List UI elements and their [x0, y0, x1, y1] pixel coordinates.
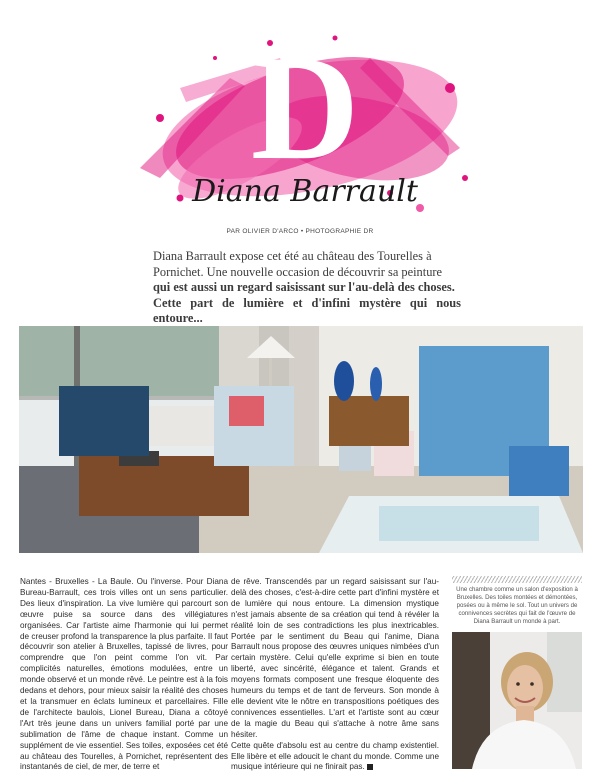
end-of-article-mark: [367, 764, 373, 770]
article-paragraph: Nantes - Bruxelles - La Baule. Ou l'inverse. Pour Diana Bureau-Barrault, ces trois villes ont un sens particulier. Des lieux d'inspiration. La vive lumière qui parcourt son œuvre puise sa source dans des villégiatures organisées. Car l'artiste aime l'harmonie qui lui permet de creuser profond la transparence la plus parfaite. Il faut découvrir son atelier à Bruxelles, tapissé de livres, pour comprendre que l'on peint comme l'on vit. Par complicités naturelles, émotions modulées, entre un monde observé et un monde rêvé. Le peintre est à la fois dedans et dehors, pour mieux saisir la réalité des choses et la transmuer en éclats lumineux et parcellaires. Fille de l'architecte baulois, Lionel Bureau, Diana a côtoyé l'Art très jeune dans un univers familial porté par une sublimation de l'âme de chaque instant. Comme un supplément de vie essentiel. Ses toiles, exposées cet été au château des Tourelles, à Pornichet, représentent des instantanés de ciel, de mer, de terre et: [20, 577, 228, 772]
lead-line: qui est aussi un regard saisissant sur l'au-delà des choses.: [153, 280, 455, 295]
article-paragraph-final: Cette quête d'absolu est au centre du champ existentiel. Elle libère et elle adoucit le chant du monde. Comme une musique intérieure qui ne finirait pas.: [231, 740, 439, 772]
diana-barrault-logo: [120, 18, 490, 228]
article-column-2: [231, 577, 439, 773]
article-paragraph: de rêve. Transcendés par un regard saisissant sur l'au-delà des choses, c'est-à-dire cette part d'infini mystère et de lumière qui nous entoure. La dimension mystique n'est jamais absente de sa création qui tend à révéler la réalité loin de ses contradictions les plus inextricables. Portée par le sentiment du Beau qui l'anime, Diana Barrault nous propose des œuvres uniques nimbées d'un certain mystère. Celui qu'elle exprime si bien en toute liberté, avec sincérité, élégance et talent. Grands et moyens formats composent une fresque éloquente des humeurs du temps et de tant de ferveurs. Son monde à elle devient vite le nôtre en transpositions poétiques des connivences essentielles. L'art et l'artiste sont au cœur de la magie du Beau qui s'attache à notre âme sans hésiter.: [231, 577, 439, 739]
artist-portrait: [452, 632, 582, 769]
lead-line: Cette part de lumière et d'infini mystère qui nous entoure...: [153, 295, 461, 326]
lead-paragraph: [153, 249, 461, 327]
lead-line: Pornichet. Une nouvelle occasion de découvrir sa peinture: [153, 264, 443, 279]
logo-signature: Diana Barrault: [192, 174, 418, 209]
lead-line: Diana Barrault expose cet été au château des Tourelles à: [153, 249, 432, 263]
article-column-1: [20, 577, 228, 773]
article-paragraph-end: [231, 741, 439, 774]
studio-photo: [19, 326, 583, 553]
logo-letter: D: [250, 25, 360, 191]
caption-divider: [452, 576, 582, 583]
byline: PAR OLIVIER D'ARCO • PHOTOGRAPHIE DR: [226, 228, 374, 235]
photo-caption: Une chambre comme un salon d'exposition à Bruxelles. Des toiles montées et démontées, posées ou à même le sol. Tout un univers de connivences secrètes qui fait de l'œuvre de Diana Barrault un monde à part.: [456, 586, 578, 625]
